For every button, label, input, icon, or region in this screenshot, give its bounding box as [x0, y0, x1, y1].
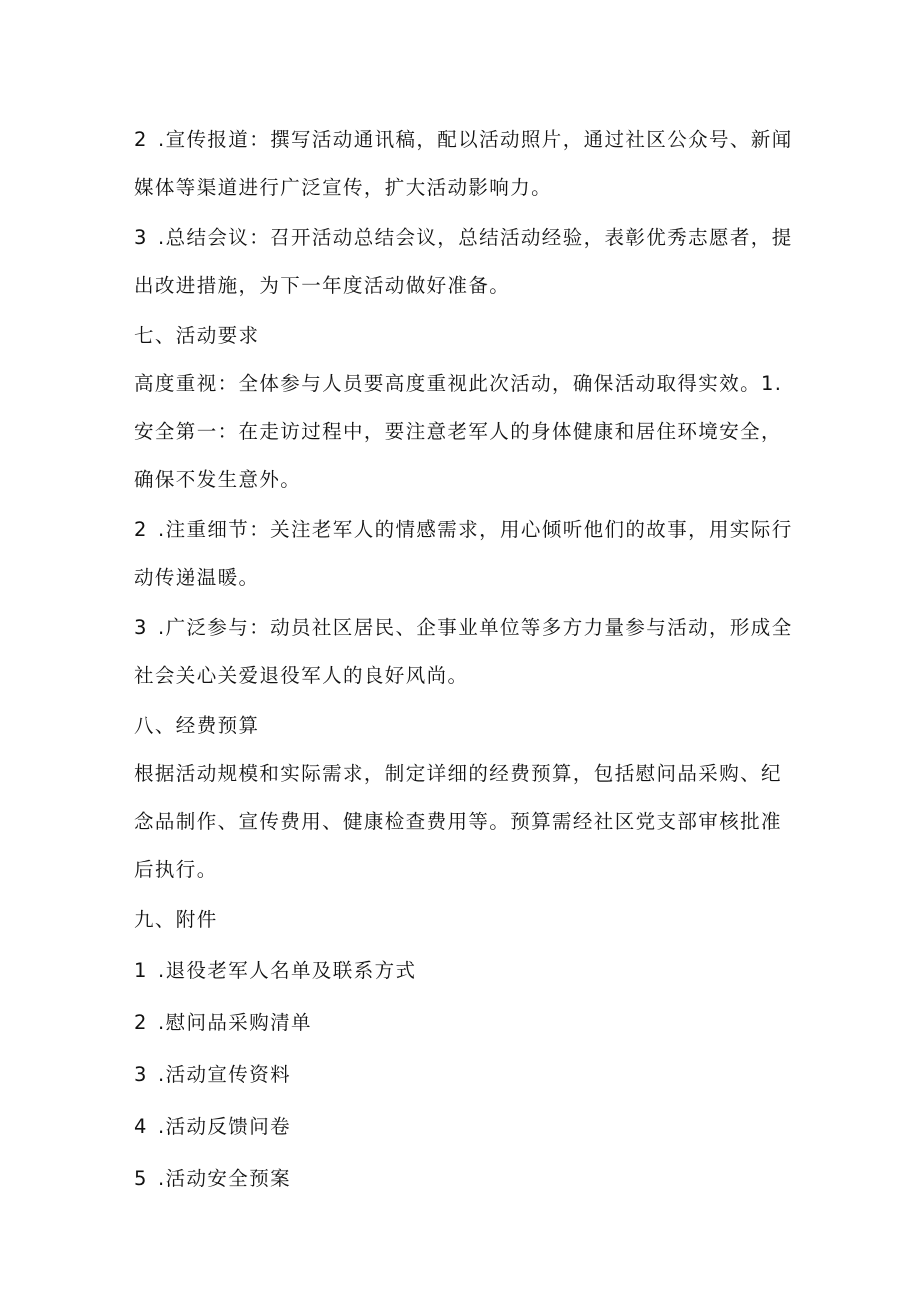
paragraph-publicity	[134, 116, 794, 212]
paragraph-text: .总结会议：召开活动总结会议，总结活动经验，表彰优秀志愿者，提出改进措施，为下一年度活动做好准备。	[134, 226, 793, 297]
paragraph-text: .注重细节：关注老军人的情感需求，用心倾听他们的故事，用实际行动传递温暖。	[134, 518, 793, 589]
item-number: 1	[134, 959, 147, 982]
item-number: 5	[134, 1167, 147, 1190]
paragraph-requirements-intro: 高度重视：全体参与人员要高度重视此次活动，确保活动取得实效。1.安全第一：在走访过程中，要注意老军人的身体健康和居住环境安全，确保不发生意外。	[134, 372, 783, 491]
section-heading-budget: 八、经费预算	[134, 714, 260, 737]
item-number: 3	[134, 1063, 147, 1086]
attachment-item	[134, 1102, 794, 1152]
document-body	[134, 116, 794, 1204]
item-number: 4	[134, 1115, 147, 1138]
attachment-item	[134, 1050, 794, 1100]
paragraph-text: .广泛参与：动员社区居民、企事业单位等多方力量参与活动，形成全社会关心关爱退役军人的良好风尚。	[134, 616, 793, 687]
item-number: 2	[134, 128, 147, 151]
item-number: 2	[134, 518, 147, 541]
attachment-text: .活动反馈问卷	[158, 1115, 291, 1138]
attachment-item	[134, 946, 794, 996]
paragraph-requirement-details	[134, 506, 794, 602]
attachment-text: .慰问品采购清单	[158, 1011, 312, 1034]
item-number: 3	[134, 226, 147, 249]
item-number: 3	[134, 616, 147, 639]
paragraph-summary-meeting	[134, 214, 794, 310]
section-heading-attachments: 九、附件	[134, 908, 218, 931]
attachment-item	[134, 1154, 794, 1204]
attachment-text: .活动安全预案	[158, 1167, 291, 1190]
item-number: 2	[134, 1011, 147, 1034]
paragraph-budget: 根据活动规模和实际需求，制定详细的经费预算，包括慰问品采购、纪念品制作、宣传费用、健康检查费用等。预算需经社区党支部审核批准后执行。	[134, 762, 782, 881]
attachment-text: .退役老军人名单及联系方式	[158, 959, 417, 982]
paragraph-text: .宣传报道：撰写活动通讯稿，配以活动照片，通过社区公众号、新闻媒体等渠道进行广泛宣传，扩大活动影响力。	[134, 128, 793, 199]
attachment-text: .活动宣传资料	[158, 1063, 291, 1086]
attachment-item	[134, 998, 794, 1048]
paragraph-requirement-participation	[134, 604, 794, 700]
section-heading-requirements: 七、活动要求	[134, 324, 260, 347]
